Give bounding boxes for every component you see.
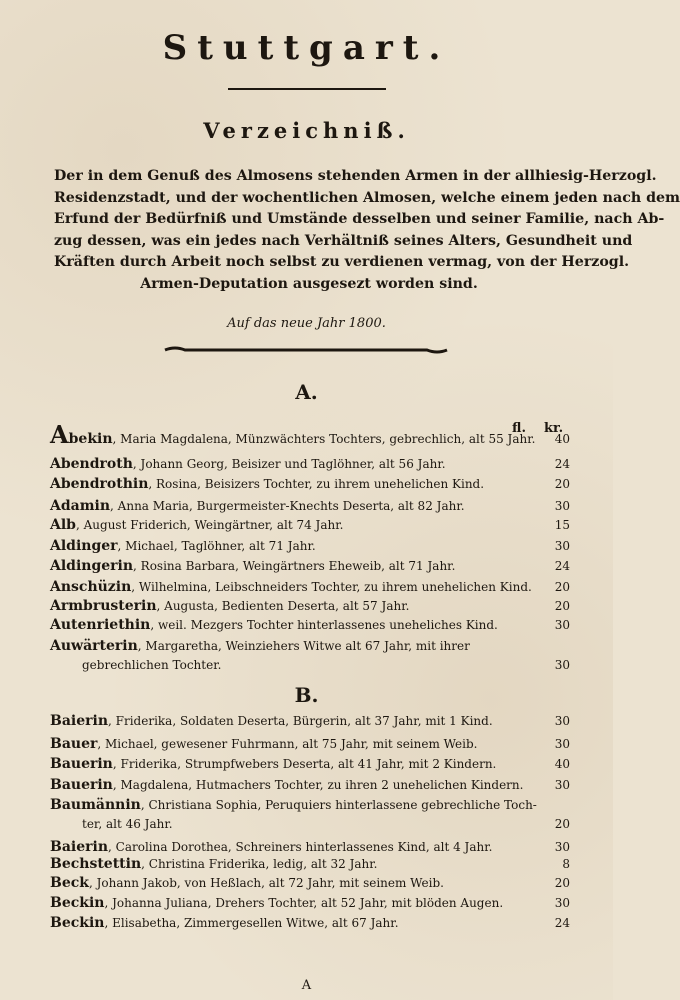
entry-kreuzer: 24 xyxy=(554,559,570,573)
section-letter-a: A. xyxy=(295,380,318,404)
entry-line xyxy=(50,637,526,656)
entry-details: , Wilhelmina, Leibschneiders Tochter, zu ihrem unehelichen Kind. xyxy=(131,580,532,594)
entry-kreuzer: 40 xyxy=(554,757,570,771)
entry-line xyxy=(50,475,526,494)
entry-kreuzer: 20 xyxy=(554,599,570,613)
title-divider xyxy=(228,88,386,90)
signature-mark: A xyxy=(301,978,312,993)
entry-line xyxy=(50,796,537,815)
list-item xyxy=(50,578,570,597)
entry-name: Bauerin xyxy=(50,777,113,793)
entry-line xyxy=(50,914,526,933)
list-item xyxy=(50,874,570,893)
entry-kreuzer: 30 xyxy=(554,499,570,513)
entry-name: Beckin xyxy=(50,915,105,931)
entry-name: Auwärterin xyxy=(50,638,138,654)
entry-kreuzer: 20 xyxy=(554,876,570,890)
entry-name: Armbrusterin xyxy=(50,598,157,614)
entry-name: Aldingerin xyxy=(50,558,134,574)
entry-details: , Johann Jakob, von Heßlach, alt 72 Jahr, mit seinem Weib. xyxy=(88,876,444,890)
entry-name: Alb xyxy=(50,517,76,533)
list-item xyxy=(50,455,570,474)
entry-name: Autenriethin xyxy=(50,617,151,633)
entry-line xyxy=(50,712,526,731)
list-item xyxy=(50,776,570,795)
entry-details: , weil. Mezgers Tochter hinterlassenes uneheliches Kind. xyxy=(150,618,498,632)
entry-details: , Christina Friderika, ledig, alt 32 Jahr. xyxy=(141,857,378,871)
entry-kreuzer: 30 xyxy=(554,896,570,910)
entry-line xyxy=(50,776,526,795)
entry-details: , Rosina Barbara, Weingärtners Eheweib, alt 71 Jahr. xyxy=(133,559,456,573)
entry-line xyxy=(50,755,526,774)
entry-name: Baierin xyxy=(50,839,109,855)
entry-kreuzer: 24 xyxy=(554,916,570,930)
entry-name: Baierin xyxy=(50,713,109,729)
entry-name: Abendroth xyxy=(50,456,133,472)
entry-line xyxy=(50,455,526,474)
year-line: Auf das neue Jahr 1800. xyxy=(227,316,386,331)
document-subtitle: Verzeichniß. xyxy=(203,118,410,143)
entry-kreuzer: 30 xyxy=(554,539,570,553)
entry-initial: A xyxy=(50,420,69,449)
entry-line xyxy=(50,516,526,535)
entry-details: , Friderika, Strumpfwebers Deserta, alt 41 Jahr, mit 2 Kindern. xyxy=(112,757,497,771)
entry-kreuzer: 15 xyxy=(554,518,570,532)
section-letter-b: B. xyxy=(294,683,319,707)
entry-details: , Michael, Taglöhner, alt 71 Jahr. xyxy=(117,539,316,553)
entry-line xyxy=(50,578,532,597)
list-item xyxy=(50,855,570,874)
list-item xyxy=(50,497,570,516)
ornamental-divider xyxy=(165,346,447,354)
intro-paragraph xyxy=(54,166,680,295)
intro-line: Der in dem Genuß des Almosens stehenden Armen in der allhiesig-Herzogl. xyxy=(54,168,657,184)
entry-details: , Anna Maria, Burgermeister-Knechts Deserta, alt 82 Jahr. xyxy=(110,499,465,513)
entry-line xyxy=(50,855,526,874)
column-kr-header: kr. xyxy=(544,421,564,436)
entry-kreuzer: 30 xyxy=(554,778,570,792)
entry-details: , Magdalena, Hutmachers Tochter, zu ihren 2 unehelichen Kindern. xyxy=(112,778,524,792)
entry-details: , Michael, gewesener Fuhrmann, alt 75 Jahr, mit seinem Weib. xyxy=(97,737,478,751)
entry-kreuzer: 20 xyxy=(554,477,570,491)
entry-kreuzer: 30 xyxy=(554,618,570,632)
entry-details: , Maria Magdalena, Münzwächters Tochters, gebrechlich, alt 55 Jahr. xyxy=(112,432,536,446)
entry-name: Beckin xyxy=(50,895,105,911)
entry-line xyxy=(50,735,526,754)
entry-details: , Johanna Juliana, Drehers Tochter, alt 52 Jahr, mit blöden Augen. xyxy=(104,896,504,910)
entry-name: Beck xyxy=(50,875,89,891)
entry-details: , Elisabetha, Zimmergesellen Witwe, alt 67 Jahr. xyxy=(104,916,399,930)
list-item xyxy=(50,712,570,731)
intro-line: Residenzstadt, und der wochentlichen Almosen, welche einem jeden nach dem xyxy=(54,189,680,206)
entry-kreuzer: 30 xyxy=(554,714,570,728)
list-item xyxy=(50,894,570,913)
entry-name: Bauerin xyxy=(50,756,113,772)
entry-line xyxy=(50,557,526,576)
entry-kreuzer: 24 xyxy=(554,457,570,471)
entry-line xyxy=(50,894,526,913)
entry-line xyxy=(50,420,536,449)
entry-kreuzer: 30 xyxy=(554,840,570,854)
list-item xyxy=(50,914,570,933)
entry-continuation: gebrechlichen Tochter. xyxy=(82,658,222,672)
entry-line xyxy=(50,874,526,893)
entry-name: Aldinger xyxy=(50,538,118,554)
list-item xyxy=(50,420,570,449)
entry-details: , Augusta, Bedienten Deserta, alt 57 Jahr. xyxy=(156,599,410,613)
list-item xyxy=(50,616,570,635)
entry-kreuzer: 20 xyxy=(554,580,570,594)
list-item xyxy=(50,537,570,556)
entry-details: , Johann Georg, Beisizer und Taglöhner, alt 56 Jahr. xyxy=(132,457,446,471)
list-item xyxy=(50,516,570,535)
intro-line: Armen-Deputation ausgesezt worden sind. xyxy=(140,275,478,292)
intro-line: zug dessen, was ein jedes nach Verhältniß seines Alters, Gesundheit und xyxy=(54,232,633,249)
list-item xyxy=(50,597,570,616)
entry-name: Adamin xyxy=(50,498,111,514)
entry-name: bekin xyxy=(68,431,113,447)
entry-details: , Friderika, Soldaten Deserta, Bürgerin, alt 37 Jahr, mit 1 Kind. xyxy=(108,714,493,728)
list-item xyxy=(50,755,570,774)
list-item xyxy=(50,637,570,675)
list-item xyxy=(50,796,570,834)
entry-name: Anschüzin xyxy=(50,579,132,595)
entry-kreuzer: 20 xyxy=(554,817,570,831)
entry-details: , August Friderich, Weingärtner, alt 74 Jahr. xyxy=(75,518,344,532)
entry-line xyxy=(50,537,526,556)
entry-name: Bauer xyxy=(50,736,98,752)
list-item xyxy=(50,735,570,754)
entry-kreuzer: 30 xyxy=(554,737,570,751)
entry-kreuzer: 40 xyxy=(554,432,570,446)
entry-line xyxy=(50,597,526,616)
entry-name: Baumännin xyxy=(50,797,141,813)
entry-kreuzer: 8 xyxy=(562,857,570,871)
list-item xyxy=(50,557,570,576)
intro-line: Kräften durch Arbeit noch selbst zu verdienen vermag, von der Herzogl. xyxy=(54,254,630,270)
entry-continuation: ter, alt 46 Jahr. xyxy=(82,817,173,831)
entry-kreuzer: 30 xyxy=(554,658,570,672)
entry-details: , Rosina, Beisizers Tochter, zu ihrem unehelichen Kind. xyxy=(148,477,485,491)
column-fl-header: fl. xyxy=(512,421,526,436)
entry-details: , Christiana Sophia, Peruquiers hinterlassene gebrechliche Toch- xyxy=(140,798,537,812)
entry-line xyxy=(50,616,526,635)
entry-details: , Margaretha, Weinziehers Witwe alt 67 Jahr, mit ihrer xyxy=(137,639,470,653)
entry-line xyxy=(50,497,526,516)
list-item xyxy=(50,475,570,494)
entry-name: Bechstettin xyxy=(50,856,142,872)
entry-details: , Carolina Dorothea, Schreiners hinterlassenes Kind, alt 4 Jahr. xyxy=(108,840,493,854)
page-title: Stuttgart. xyxy=(162,28,451,68)
intro-line: Erfund der Bedürfniß und Umstände desselben und seiner Familie, nach Ab- xyxy=(54,211,665,227)
entry-name: Abendrothin xyxy=(50,476,149,492)
